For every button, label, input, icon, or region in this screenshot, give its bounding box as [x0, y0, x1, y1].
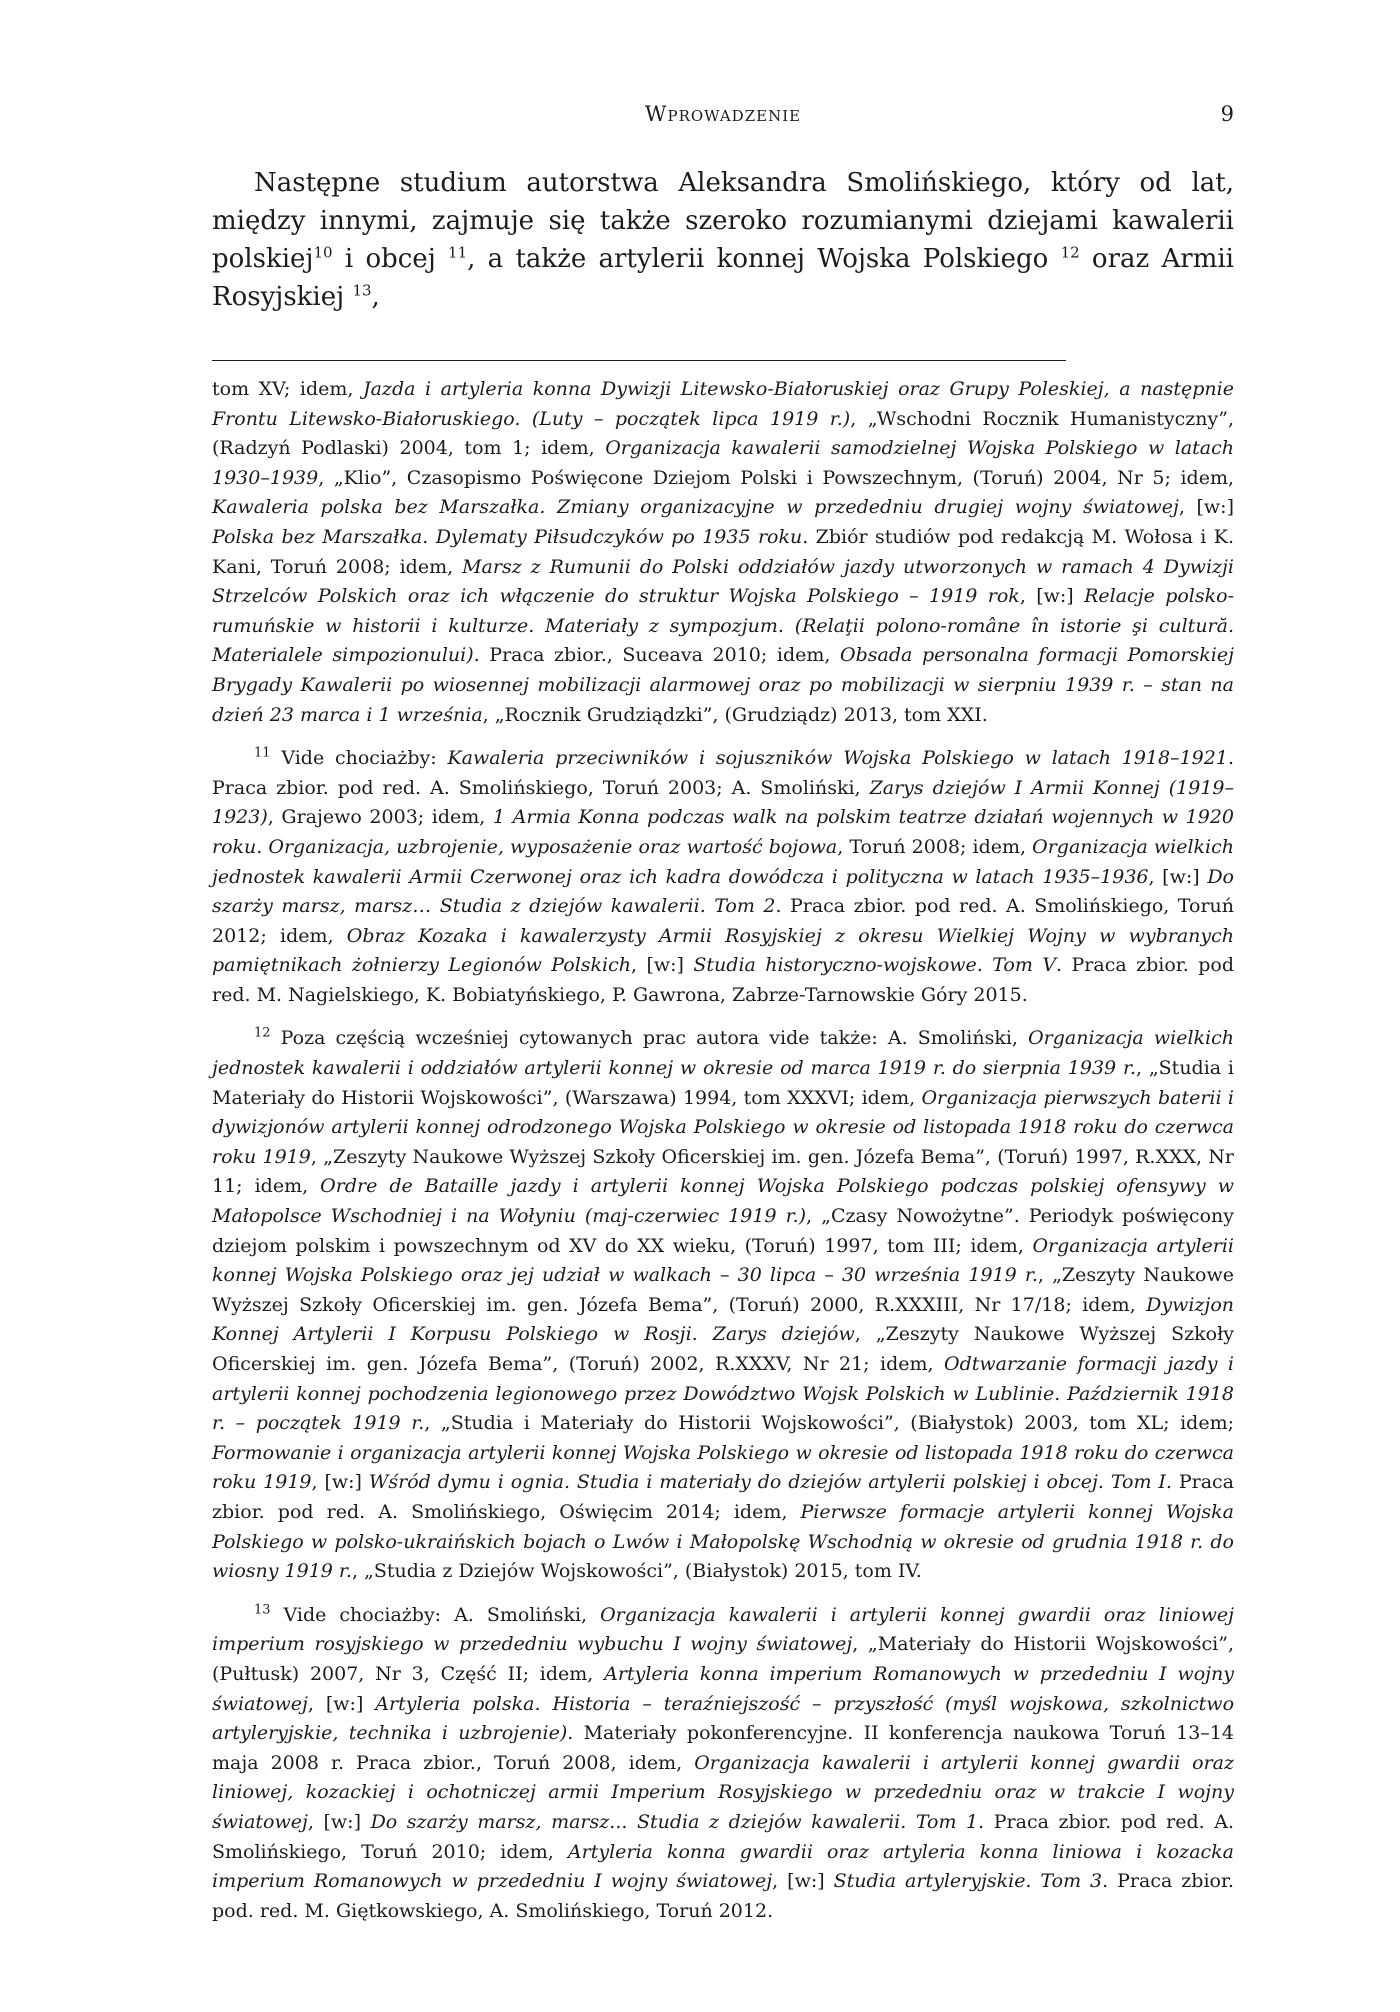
page-number: 9: [1220, 102, 1234, 126]
footnote-title-italic: Polska bez Marszałka. Dylematy Piłsudczyków po 1935 roku: [212, 525, 803, 548]
footnote-title-italic: Do szarży marsz, marsz... Studia z dziejów kawalerii. Tom 1: [370, 1810, 979, 1833]
footnote-text: , „Klio”, Czasopismo Poświęcone Dziejom Polski i Powszechnym, (Toruń) 2004, Nr 5; idem,: [318, 466, 1234, 489]
footnote-text: . Praca zbior. pod red. A. Smolińskiego, Toruń 2010; idem,: [212, 1810, 1234, 1863]
footnote: [212, 1601, 1234, 1927]
footnote-title-italic: Studia artyleryjskie. Tom 3: [833, 1870, 1103, 1893]
footnote-text: , „Zeszyty Naukowe Wyższej Szkoły Oficerskiej im. gen. Józefa Bema”, (Toruń) 2000, R.XXXIII, Nr 17/18; idem,: [212, 1264, 1235, 1316]
footnote: [212, 1024, 1234, 1586]
footnote-text: , „Studia z Dziejów Wojskowości”, (Białystok) 2015, tom IV.: [351, 1560, 922, 1583]
footnote-text: . Zbiór studiów pod redakcją M. Wołosa i K. Kani, Toruń 2008; idem,: [212, 525, 1234, 578]
footnote-text: . Praca zbior. pod. red. M. Giętkowskiego, A. Smolińskiego, Toruń 2012.: [212, 1870, 1234, 1922]
footnote-title-italic: Obraz Kozaka i kawalerzysty Armii Rosyjskiej z okresu Wielkiej Wojny w wybranych pamiętnikach żołnierzy Legionów Polskich: [212, 924, 1235, 977]
footnote-text: Poza częścią wcześniej cytowanych prac autora vide także: A. Smoliński,: [270, 1027, 1029, 1050]
footnote-text: , [w:]: [307, 1810, 371, 1833]
footnote-title-italic: Ordre de Bataille jazdy i artylerii konnej Wojska Polskiego podczas polskiej ofensywy w Małopolsce Wschodniej i na Wołyniu (maj-czerwiec 1919 r.): [212, 1175, 1235, 1228]
footnote-title-italic: Relacje polsko-rumuńskie w historii i kulturze. Materiały z sympozjum. (Relaţii polono-române în istorie şi cultură. Materialele simpozionului): [212, 585, 1234, 667]
footnote-title-italic: Do szarży marsz, marsz… Studia z dziejów kawalerii. Tom 2: [212, 865, 1234, 918]
footnote-text: , [w:]: [1019, 585, 1085, 608]
footnote-title-italic: Pierwsze formacje artylerii konnej Wojska Polskiego w polsko-ukraińskich bojach o Lwów i Małopolskę Wschodnią w okresie od grudnia 1918 r. do wiosny 1919 r.: [212, 1500, 1234, 1583]
footnote-title-italic: Organizacja wielkich jednostek kawalerii i oddziałów artylerii konnej w okresie od marca 1919 r. do sierpnia 1939 r.: [212, 1027, 1234, 1080]
footnote-text: , [w:]: [772, 1870, 834, 1893]
footnote-text: , „Rocznik Grudziądzki”, (Grudziądz) 2013, tom XXI.: [482, 703, 988, 726]
page: [212, 96, 1234, 1940]
footnote-text: , „Zeszyty Naukowe Wyższej Szkoły Oficerskiej im. gen. Józefa Bema”, (Toruń) 1997, R.XXX, Nr 11; idem,: [212, 1145, 1235, 1198]
running-title: Wprowadzenie: [644, 102, 802, 126]
running-head: [212, 96, 1234, 136]
footnote-text: Vide chociażby: A. Smoliński,: [270, 1603, 601, 1626]
body-text-segment: i obcej: [332, 244, 449, 274]
footnote-title-italic: Organizacja kawalerii samodzielnej Wojska Polskiego w latach 1930–1939: [212, 437, 1234, 489]
footnote-text: . Praca zbior. pod red. A. Smolińskiego, Toruń 2012; idem,: [212, 895, 1235, 947]
footnote-text: . Praca zbior. pod red. A. Smolińskiego, Toruń 2003; A. Smoliński,: [212, 747, 1234, 799]
footnote-text: , [w:]: [311, 1471, 369, 1494]
footnote-title-italic: Wśród dymu i ognia. Studia i materiały do dziejów artylerii polskiej i obcej. Tom I: [368, 1471, 1166, 1494]
footnote-text: , Grajewo 2003; idem,: [267, 806, 493, 829]
footnote-text: , [w:]: [307, 1692, 376, 1715]
footnote-title-italic: Organizacja kawalerii i artylerii konnej gwardii oraz liniowej, kozackiej i ochotniczej armii Imperium Rosyjskiego w przededniu oraz w trakcie I wojny światowej: [212, 1751, 1234, 1833]
footnote-text: , „Studia i Materiały do Historii Wojskowości”, (Białystok) 2003, tom XL; idem;: [424, 1412, 1235, 1435]
footnote-reference[interactable]: 13: [352, 281, 372, 300]
body-paragraph: [212, 164, 1234, 316]
footnote-text: . Praca zbior. pod red. A. Smolińskiego, Oświęcim 2014; idem,: [212, 1471, 1234, 1523]
footnote: [212, 744, 1234, 1010]
footnote-text: . Praca zbior. pod red. M. Nagielskiego, K. Bobiatyńskiego, P. Gawrona, Zabrze-Tarnowskie Góry 2015.: [212, 954, 1235, 1006]
footnote-text: tom XV; idem,: [212, 378, 363, 400]
footnote-reference[interactable]: 10: [313, 243, 333, 262]
footnote-title-italic: Artyleria konna gwardii oraz artyleria konna liniowa i kozacka imperium Romanowych w przededniu I wojny światowej: [212, 1840, 1234, 1893]
body-text-segment: ,: [371, 282, 380, 312]
footnote-number: 12: [254, 1026, 271, 1042]
body-text-segment: oraz Armii Rosyjskiej: [212, 244, 1234, 312]
footnote-number: 13: [254, 1602, 271, 1618]
footnote-text: , [w:]: [631, 954, 694, 977]
footnote-title-italic: 1 Armia Konna podczas walk na polskim teatrze działań wojennych w 1920 roku. Organizacja, uzbrojenie, wyposażenie oraz wartość bojowa: [212, 806, 1234, 858]
footnote-title-italic: Zarys dziejów I Armii Konnej (1919–1923): [212, 776, 1235, 829]
footnote-title-italic: Artyleria polska. Historia – teraźniejszość – przyszłość (myśl wojskowa, szkolnictwo artyleryjskie, technika i uzbrojenie): [212, 1692, 1235, 1745]
footnote-text: , Toruń 2008; idem,: [837, 835, 1033, 858]
footnote-text: , „Czasy Nowożytne”. Periodyk poświęcony dziejom polskim i powszechnym od XV do XX wieku, (Toruń) 1997, tom III; idem,: [212, 1205, 1235, 1257]
footnote-title-italic: Jazda i artyleria konna Dywizji Litewsko-Białoruskiej oraz Grupy Poleskiej, a następnie Frontu Litewsko-Białoruskiego. (Luty – początek lipca 1919 r.): [212, 378, 1234, 430]
footnote-title-italic: Dywizjon Konnej Artylerii I Korpusu Polskiego w Rosji. Zarys dziejów: [212, 1293, 1234, 1346]
footnote-text: , „Studia i Materiały do Historii Wojskowości”, (Warszawa) 1994, tom XXXVI; idem,: [212, 1057, 1234, 1109]
footnote-text: , „Wschodni Rocznik Humanistyczny”, (Radzyń Podlaski) 2004, tom 1; idem,: [212, 407, 1235, 460]
footnote-title-italic: Obsada personalna formacji Pomorskiej Brygady Kawalerii po wiosennej mobilizacji alarmowej oraz po mobilizacji w sierpniu 1939 r. – stan na dzień 23 marca i 1 września: [212, 644, 1234, 726]
body-text-segment: , a także artylerii konnej Wojska Polskiego: [467, 244, 1061, 274]
footnote-title-italic: Kawaleria przeciwników i sojuszników Wojska Polskiego w latach 1918–1921: [447, 747, 1228, 770]
footnote-text: , [w:]: [1178, 496, 1234, 519]
footnote: [212, 375, 1234, 730]
footnote-text: . Materiały pokonferencyjne. II konferencja naukowa Toruń 13–14 maja 2008 r. Praca zbior., Toruń 2008, idem,: [212, 1722, 1234, 1774]
footnote-title-italic: Odtwarzanie formacji jazdy i artylerii konnej pochodzenia legionowego przez Dowództwo Wojsk Polskich w Lublinie. Październik 1918 r. – początek 1919 r.: [212, 1353, 1234, 1435]
body-text-segment: Następne studium autorstwa Aleksandra Smolińskiego, który od lat, między innymi, zajmuje się także szeroko rozumianymi dziejami kawalerii polskiej: [212, 168, 1234, 274]
footnote-text: . Praca zbior., Suceava 2010; idem,: [473, 644, 841, 667]
footnote-title-italic: Kawaleria polska bez Marszałka. Zmiany organizacyjne w przededniu drugiej wojny światowej: [212, 496, 1179, 519]
footnote-title-italic: Organizacja wielkich jednostek kawalerii Armii Czerwonej oraz ich kadra dowódcza i polityczna w latach 1935–1936: [212, 835, 1235, 888]
footnotes: [212, 375, 1234, 1926]
footnote-reference[interactable]: 12: [1060, 243, 1080, 262]
footnote-title-italic: Artyleria konna imperium Romanowych w przededniu I wojny światowej: [212, 1662, 1234, 1715]
footnote-title-italic: Marsz z Rumunii do Polski oddziałów jazdy utworzonych w ramach 4 Dywizji Strzelców Polskich oraz ich włączenie do struktur Wojska Polskiego – 1919 rok: [212, 555, 1234, 608]
footnote-text: Vide chociażby:: [270, 747, 448, 770]
footnote-title-italic: Studia historyczno-wojskowe. Tom V: [693, 954, 1057, 977]
footnote-title-italic: Organizacja artylerii konnej Wojska Polskiego oraz jej udział w walkach – 30 lipca – 30 września 1919 r.: [212, 1234, 1234, 1287]
footnote-text: , „Zeszyty Naukowe Wyższej Szkoły Oficerskiej im. gen. Józefa Bema”, (Toruń) 2002, R.XXXV, Nr 21; idem,: [212, 1323, 1234, 1375]
footnote-divider: [212, 360, 1066, 361]
footnote-title-italic: Organizacja kawalerii i artylerii konnej gwardii oraz liniowej imperium rosyjskiego w przededniu wybuchu I wojny światowej: [212, 1603, 1234, 1656]
footnote-number: 11: [254, 745, 271, 761]
footnote-text: , „Materiały do Historii Wojskowości”, (Pułtusk) 2007, Nr 3, Część II; idem,: [212, 1633, 1234, 1685]
footnote-reference[interactable]: 11: [448, 243, 468, 262]
footnote-title-italic: Organizacja pierwszych baterii i dywizjonów artylerii konnej odrodzonego Wojska Polskiego w okresie od listopada 1918 roku do czerwca roku 1919: [212, 1086, 1234, 1168]
footnote-text: , [w:]: [1148, 865, 1208, 888]
footnote-title-italic: Formowanie i organizacja artylerii konnej Wojska Polskiego w okresie od listopada 1918 roku do czerwca roku 1919: [212, 1441, 1234, 1494]
